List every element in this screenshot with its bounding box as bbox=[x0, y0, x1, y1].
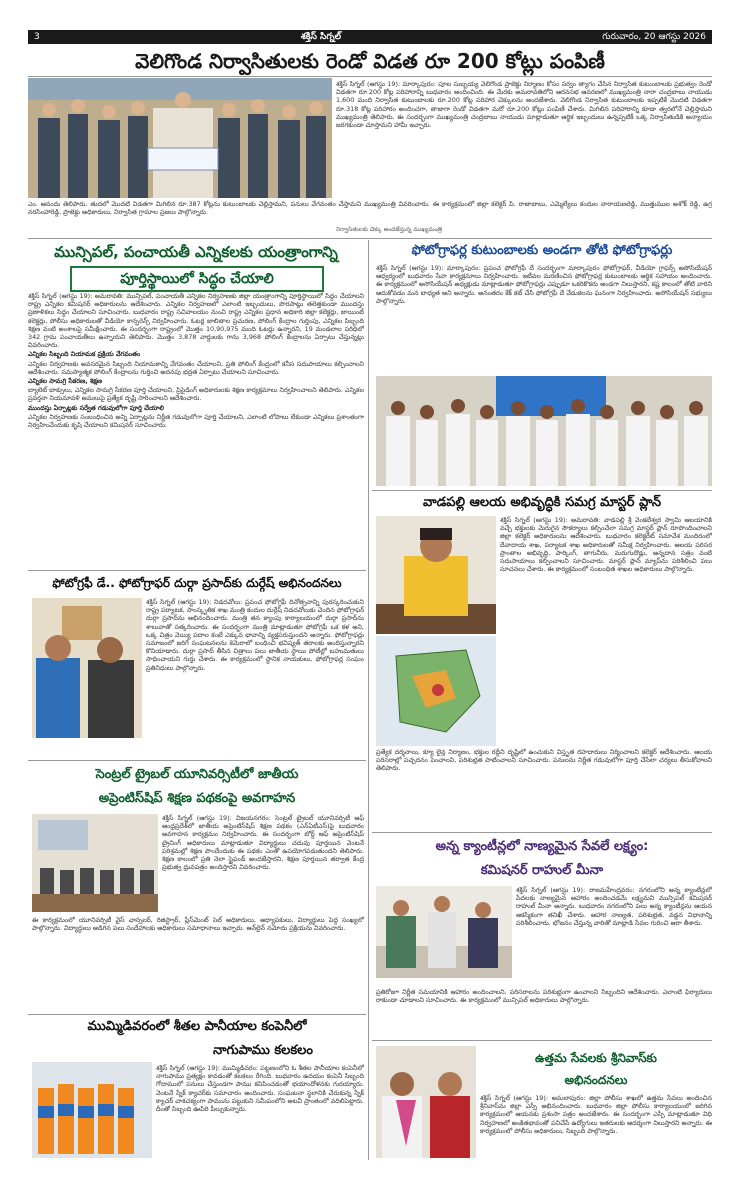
srinivas-headline-line1: ఉత్తమ సేవలకు శ్రీనివాస్‌కు bbox=[535, 1051, 657, 1065]
canteen-headline-line2: కమిషనర్ రాహుల్ మీనా bbox=[480, 863, 604, 878]
elections-subhead-1: ఎన్నికల సిబ్బంది నియామక ప్రక్రియ వేగవంతం bbox=[28, 350, 141, 359]
collector-photo bbox=[376, 516, 496, 634]
divider bbox=[372, 1040, 712, 1041]
canteen-body-continued: ప్రతిరోజూ నిర్ణీత సమయానికి ఆహారం అందించాలని, పరిసరాలను పరిశుభ్రంగా ఉంచాలని సిబ్బందిని ఆదేశించారు. ఎలాంటి ఫిర్యాదులు రాకుండా చూడాలని సూచించారు. ఈ కార్యక్రమంలో మున్సిపల్ అధికారులు పాల్గొన్నారు. bbox=[376, 988, 712, 1005]
lead-photo bbox=[28, 78, 332, 198]
divider bbox=[28, 760, 366, 761]
page-number: 3 bbox=[34, 32, 40, 42]
felicitation-photo-icon bbox=[376, 1046, 476, 1158]
elections-headline-line2: పూర్తిస్థాయిలో సిద్ధం చేయాలి bbox=[70, 266, 324, 292]
official-photo-icon bbox=[376, 516, 496, 634]
apprenticeship-body-continued: ఈ కార్యక్రమంలో యూనివర్సిటీ వైస్ ఛాన్సలర్, రిజిస్ట్రార్, ప్లేస్‌మెంట్ సెల్ అధికారులు, అధ్యాపకులు, విద్యార్థులు పెద్ద సంఖ్యలో పాల్గొన్నారు. విద్యార్థులు అడిగిన పలు సందేహాలకు అధికారులు సమాధానాలు ఇచ్చారు. ఆన్‌లైన్ నమోదు ప్రక్రియను వివరించారు. bbox=[32, 916, 364, 933]
apprenticeship-headline-line2: అప్రెంటిస్‌షిప్ శిక్షణ పథకంపై అవగాహన bbox=[98, 791, 296, 806]
photographers-body: శక్తిస్ సిగ్నల్ (ఆగస్టు 19): మార్కాపురం: ప్రపంచ ఫోటోగ్రఫీ దే సందర్భంగా మార్కాపురం ఫోటోగ్రాఫర్, వీడియో గ్రాఫర్స్ అసోసియేషన్ ఆధ్వర్యంలో బుధవారం సేవా కార్యక్రమాలు నిర్వహించారు. ఇటీవల మరణించిన ఫోటోగ్రాఫర్ల కుటుంబాలకు ఆర్థిక సహాయం అందించారు. ఈ కార్యక్రమంలో అసోసియేషన్ అధ్యక్షుడు మాట్లాడుతూ ఫోటోగ్రాఫర్లు ఎప్పుడూ ఒకరికొకరు అండగా నిలుస్తారని, కష్ట కాలంలో తోటి వారిని ఆదుకోవడం మన బాధ్యత అని అన్నారు. అనంతరం కేక్ కట్ చేసి ఫోటోగ్రఫీ దే వేడుకలను ఘనంగా నిర్వహించారు. అసోసియేషన్ సభ్యులు పాల్గొన్నారు. bbox=[376, 264, 712, 305]
master-plan-body-continued: ప్రత్యేక దర్శనాలు, క్యూ లైన్ల నిర్మాణం, భక్తుల రద్దీని దృష్టిలో ఉంచుకుని విస్తృత రహదారులు నిర్మించాలని కలెక్టర్ ఆదేశించారు. ఆలయ పరిసరాల్లో పచ్చదనం పెంచాలని, పరిశుభ్రత పాటించాలని సూచించారు. పనులను నిర్ణీత గడువులోగా పూర్తి చేసేలా చర్యలు తీసుకోవాలని తెలిపారు. bbox=[376, 748, 712, 773]
classroom-photo-icon bbox=[32, 814, 158, 912]
map-icon bbox=[376, 636, 496, 746]
divider bbox=[28, 238, 712, 239]
bottles-photo-icon bbox=[32, 1062, 152, 1158]
photography-award-body: శక్తిస్ సిగ్నల్ (ఆగస్టు 19): నిడదవోలు: ప్రపంచ ఫోటోగ్రఫీ దినోత్సవాన్ని పురస్కరించుకుని రాష్ట్ర పర్యాటక, సాంస్కృతిక శాఖ మంత్రి కందుల దుర్గేష్ నిడదవోలుకు చెందిన ఫోటోగ్రాఫర్ దుర్గా ప్రసాద్‌ను అభినందించారు. మంత్రి తన క్యాంపు కార్యాలయంలో దుర్గా ప్రసాద్‌ను శాలువాతో సత్కరించారు. ఈ సందర్భంగా మంత్రి మాట్లాడుతూ ఫోటోగ్రఫీ ఒక కళ అని, ఒక్క చిత్రం వెయ్యి పదాల కంటే ఎక్కువ భావాన్ని వ్యక్తపరుస్తుందని అన్నారు. ఫోటోగ్రాఫర్లు సమాజంలో జరిగే సంఘటనలను కెమెరాలో బంధించి భవిష్యత్ తరాలకు అందిస్తున్నారని కొనియాడారు. దుర్గా ప్రసాద్ తీసిన చిత్రాలు పలు జాతీయ స్థాయి పోటీల్లో బహుమతులు సాధించాయని గుర్తు చేశారు. ఈ కార్యక్రమంలో స్థానిక నాయకులు, ఫోటోగ్రాఫర్ల సంఘం ప్రతినిధులు పాల్గొన్నారు. bbox=[146, 598, 364, 672]
people-photo-icon bbox=[28, 78, 332, 198]
divider bbox=[372, 490, 712, 491]
apprenticeship-headline-line1: సెంట్రల్ ట్రైబల్ యూనివర్సిటీలో జాతీయ bbox=[95, 767, 299, 782]
elections-subhead-2: ఎన్నికల సామగ్రి సేకరణ, శిక్షణ bbox=[28, 377, 103, 386]
apprenticeship-photo bbox=[32, 814, 158, 912]
column-divider bbox=[368, 240, 369, 1160]
photography-award-headline: ఫోటోగ్రఫీ డే.. ఫోటోగ్రాఫర్ దుర్గా ప్రసాద్‌కు దుర్గేష్ అభినందనలు bbox=[52, 576, 342, 590]
photography-award-photo bbox=[32, 598, 142, 738]
group-photo-icon bbox=[376, 376, 712, 486]
cold-drinks-headline-line2: నాగుపాము కలకలం bbox=[213, 1043, 313, 1058]
srinivas-photo bbox=[376, 1046, 476, 1158]
elections-subhead-3: ముందస్తు ఏర్పాట్లకు సర్వేత గడువులోగా పూర్తి చేయాలి bbox=[28, 403, 164, 412]
master-plan-body: శక్తిస్ సిగ్నల్ (ఆగస్టు 19): అమరావతి: వాడపల్లి శ్రీ వెంకటేశ్వర స్వామి ఆలయానికి వచ్చే భక్తులకు మెరుగైన సౌకర్యాలు కల్పించేలా సమగ్ర మాస్టర్ ప్లాన్ రూపొందించాలని జిల్లా కలెక్టర్ అధికారులను ఆదేశించారు. బుధవారం కలెక్టరేట్ సమావేశ మందిరంలో దేవాదాయ శాఖ, పర్యాటక శాఖ అధికారులతో సమీక్ష నిర్వహించారు. ఆలయ పరిసర ప్రాంతాల అభివృద్ధి, పార్కింగ్, తాగునీరు, మరుగుదొడ్లు, అన్నదాన సత్రం వంటి సదుపాయాలు కల్పించాలని సూచించారు. మాస్టర్ ప్లాన్ మ్యాప్‌ను పరిశీలించి పలు సూచనలు చేశారు. ఈ కార్యక్రమంలో సంబంధిత శాఖల అధికారులు పాల్గొన్నారు. bbox=[500, 516, 712, 574]
elections-text-d: ఎన్నికల నిర్వహణకు సంబంధించిన అన్ని ఏర్పాట్లను నిర్ణీత గడువులోగా పూర్తి చేయాలని, ఎలాంటి లోపాలు లేకుండా ఎన్నికలు ప్రశాంతంగా నిర్వహించేందుకు కృషి చేయాలని కమిషనర్ సూచించారు. bbox=[28, 412, 364, 430]
canteen-body: శక్తిస్ సిగ్నల్ (ఆగస్టు 19): రాజమహేంద్రవరం: నగరంలోని అన్న క్యాంటీన్లలో పేదలకు నాణ్యమైన ఆహారం అందించడమే లక్ష్యమని మున్సిపల్ కమిషనర్ రాహుల్ మీనా అన్నారు. బుధవారం నగరంలోని పలు అన్న క్యాంటీన్లను ఆయన ఆకస్మికంగా తనిఖీ చేశారు. ఆహార నాణ్యత, పరిశుభ్రత, వడ్డన విధానాన్ని పరిశీలించారు. భోజనం చేస్తున్న వారితో మాట్లాడి సేవల గురించి ఆరా తీశారు. bbox=[516, 886, 712, 927]
lead-body-continued: ఎం. ఆనందు తెలిపారు. తుదలో మొదటి విడతగా మిగిలిన రూ.387 కోట్లను కుటుంబాలకు చెల్లిస్తామని, పనులు వేగవంతం చేస్తామని ముఖ్యమంత్రి వివరించారు. ఈ కార్యక్రమంలో జిల్లా కలెక్టర్ పి. రాజాబాబు, ఎమ్మెల్యేలు కందుల నారాయణరెడ్డి, ముత్తుముల అశోక్ రెడ్డి, ఉగ్ర నరసింహారెడ్డి, ప్రాజెక్టు అధికారులు, నిర్వాసిత గ్రామాల ప్రజలు పాల్గొన్నారు. bbox=[28, 200, 712, 217]
cold-drinks-photo bbox=[32, 1062, 152, 1158]
elections-text-b: ఎన్నికల నిర్వహణకు అవసరమైన సిబ్బంది నియామకాన్ని వేగవంతం చేయాలని, ప్రతి పోలింగ్ కేంద్రంలో కనీస సదుపాయాలు కల్పించాలని ఆదేశించారు. సమస్యాత్మక పోలింగ్ కేంద్రాలను గుర్తించి అదనపు భద్రత ఏర్పాటు చేయాలని సూచించారు. bbox=[28, 359, 364, 376]
master-plan-headline: వాడపల్లి ఆలయ అభివృద్ధికి సమగ్ర మాస్టర్ ప్లాన్ bbox=[422, 495, 662, 510]
divider bbox=[372, 832, 712, 833]
paper-name: శక్తిస్ సిగ్నల్ bbox=[300, 32, 341, 42]
issue-date: గురువారం, 20 ఆగస్టు 2026 bbox=[602, 32, 706, 42]
lead-body: శక్తిస్ సిగ్నల్ (ఆగస్టు 19): మార్కాపురం: పూల సుబ్బయ్య వెలిగొండ ప్రాజెక్టు నిర్మాణం కోసం సర్వం త్యాగం చేసిన నిర్వాసిత కుటుంబాలకు ప్రభుత్వం రెండో విడతగా రూ.200 కోట్ల పరిహారాన్ని బుధవారం అందించింది. ఈ మేరకు అమరావతిలోని ఆరనసభ ఆవరణలో ముఖ్యమంత్రి నారా చంద్రబాబు నాయుడు 1,600 మంది నిర్వాసిత కుటుంబాలకు రూ.200 కోట్ల పరిహార చెక్కులను అందజేశారు. వెలిగొండ నిర్వాసిత కుటుంబాలకు ఇప్పటికే మొదటి విడతగా రూ.318 కోట్ల పరిహారం అందించగా, తాజాగా రెండో విడతగా మరో రూ.200 కోట్లు పంపిణీ చేశారు. మిగిలిన పరిహారాన్ని కూడా త్వరలోనే చెల్లిస్తామని ముఖ్యమంత్రి తెలిపారు. ఈ సందర్భంగా ముఖ్యమంత్రి చంద్రబాబు నాయుడు మాట్లాడుతూ ఆర్థిక ఇబ్బందులు ఉన్నప్పటికీ ఒక్క నిర్వాసితుడికి అన్యాయం జరగకుండా చూస్తామని హామీ ఇచ్చారు. bbox=[336, 80, 712, 130]
divider bbox=[28, 76, 712, 77]
apprenticeship-body: శక్తిస్ సిగ్నల్ (ఆగస్టు 19): విజయనగరం: సెంట్రల్ ట్రైబల్ యూనివర్సిటీ ఆఫ్ ఆంధ్రప్రదేశ్‌లో జాతీయ అప్రెంటిస్‌షిప్ శిక్షణ పథకం (ఎన్ఏటీఎస్)పై బుధవారం అవగాహన కార్యక్రమం నిర్వహించారు. ఈ సందర్భంగా బోర్డ్ ఆఫ్ అప్రెంటిస్‌షిప్ ట్రైనింగ్ అధికారులు మాట్లాడుతూ విద్యార్థులు చదువు పూర్తయిన వెంటనే పరిశ్రమల్లో శిక్షణ పొందేందుకు ఈ పథకం ఎంతో ఉపయోగపడుతుందని తెలిపారు. శిక్షణ కాలంలో ప్రతి నెలా స్టైఫండ్ అందజేస్తారని, శిక్షణ పూర్తయిన తర్వాత కేంద్ర ప్రభుత్వ ధ్రువపత్రం అందిస్తారని వివరించారు. bbox=[162, 814, 364, 872]
two-men-photo-icon bbox=[32, 598, 142, 738]
divider bbox=[28, 1014, 366, 1015]
cold-drinks-headline-line1: ముమ్మిడివరంలో శీతల పానీయాల కంపెనీలో bbox=[87, 1019, 307, 1034]
page-header bbox=[28, 30, 712, 44]
elections-body bbox=[28, 292, 364, 567]
lead-headline: వెలిగొండ నిర్వాసితులకు రెండో విడత రూ 200 కోట్లు పంపిణీ bbox=[135, 49, 605, 73]
canteen-headline-line1: అన్న క్యాంటీన్లలో నాణ్యమైన సేవలే లక్ష్యం: bbox=[435, 839, 649, 854]
canteen-inspection-icon bbox=[376, 886, 512, 978]
photographers-photo bbox=[376, 376, 712, 486]
master-plan-map bbox=[376, 636, 496, 746]
srinivas-body: శక్తిస్ సిగ్నల్ (ఆగస్టు 19): అమలాపురం: జిల్లా పోలీసు శాఖలో ఉత్తమ సేవలు అందించిన శ్రీనివాస్‌ను జిల్లా ఎస్పీ అభినందించారు. బుధవారం జిల్లా పోలీసు కార్యాలయంలో జరిగిన కార్యక్రమంలో ఆయనకు ప్రశంసా పత్రం అందజేశారు. ఈ సందర్భంగా ఎస్పీ మాట్లాడుతూ విధి నిర్వహణలో అంకితభావంతో పనిచేసే ఉద్యోగులు ఇతరులకు ఆదర్శంగా నిలుస్తారని అన్నారు. ఈ కార్యక్రమంలో పోలీసు అధికారులు, సిబ్బంది పాల్గొన్నారు. bbox=[480, 1094, 712, 1135]
cold-drinks-body: శక్తిస్ సిగ్నల్ (ఆగస్టు 19): ముమ్మిడివరం: పట్టణంలోని ఓ శీతల పానీయాల కంపెనీలో నాగుపాము ప్రత్యక్షం కావడంతో కలకలం రేగింది. బుధవారం ఉదయం కంపెనీ సిబ్బంది గోదాములో పనులు చేస్తుండగా పాము కనిపించడంతో భయాందోళనకు గురయ్యారు. వెంటనే స్నేక్ క్యాచర్‌కు సమాచారం అందించారు. సంఘటనా స్థలానికి చేరుకున్న స్నేక్ క్యాచర్ చాకచక్యంగా పామును పట్టుకుని సమీపంలోని అటవీ ప్రాంతంలో వదిలిపెట్టారు. దీంతో సిబ్బంది ఊపిరి పీల్చుకున్నారు. bbox=[156, 1064, 364, 1114]
srinivas-headline-line2: అభినందనలు bbox=[564, 1073, 628, 1087]
elections-text: శక్తిస్ సిగ్నల్ (ఆగస్టు 19): అమరావతి: మున్సిపల్, పంచాయతీ ఎన్నికల నిర్వహణకు జిల్లా యంత్రాంగాన్ని పూర్తిస్థాయిలో సిద్ధం చేయాలని రాష్ట్ర ఎన్నికల కమిషనర్ అధికారులను ఆదేశించారు. ఎన్నికల నిర్వహణలో ఎలాంటి ఇబ్బందులు, పొరపాట్లు తలెత్తకుండా ముందస్తు ప్రణాళికలు సిద్ధం చేయాలని సూచించారు. బుధవారం రాష్ట్ర సచివాలయం నుంచి రాష్ట్ర ఎన్నికల ప్రధాన అధికారి జిల్లా కలెక్టర్లు, జాయింట్ కలెక్టర్లు, పోలీసు అధికారులతో వీడియో కాన్ఫరెన్స్ నిర్వహించారు. ఓటర్ల జాబితాల ప్రచురణ, పోలింగ్ కేంద్రాల గుర్తింపు, ఎన్నికల సిబ్బంది శిక్షణ వంటి అంశాలపై సమీక్షించారు. ఈ సందర్భంగా రాష్ట్రంలో మొత్తం 10,90,975 మంది ఓటర్లు ఉన్నారని, 19 మండలాల పరిధిలో 342 గ్రామ పంచాయతీలు ఉన్నాయని తెలిపారు. మొత్తం 3,878 వార్డులకు గాను 3,968 పోలింగ్ కేంద్రాలను ఏర్పాటు చేస్తున్నట్లు వివరించారు. bbox=[28, 292, 364, 350]
elections-headline-line1: మున్సిపల్, పంచాయతీ ఎన్నికలకు యంత్రాంగాన్ని bbox=[54, 243, 338, 261]
lead-photo-caption: నిర్వాసితులకు చెక్కు అందజేస్తున్న ముఖ్యమంత్రి bbox=[336, 227, 443, 233]
elections-text-c: బ్యాలెట్ బాక్సులు, ఎన్నికల సామగ్రి సేకరణ పూర్తి చేయాలని, ప్రిసైడింగ్ అధికారులకు శిక్షణ కార్యక్రమాలు నిర్వహించాలని తెలిపారు. ఎన్నికల ప్రవర్తనా నియమావళి అమలుపై ప్రత్యేక దృష్టి సారించాలని ఆదేశించారు. bbox=[28, 386, 364, 403]
photographers-headline: ఫోటోగ్రాఫర్ల కుటుంబాలకు అండగా తోటి ఫోటోగ్రాఫర్లు bbox=[411, 243, 673, 258]
canteen-photo bbox=[376, 886, 512, 978]
divider bbox=[28, 570, 366, 571]
